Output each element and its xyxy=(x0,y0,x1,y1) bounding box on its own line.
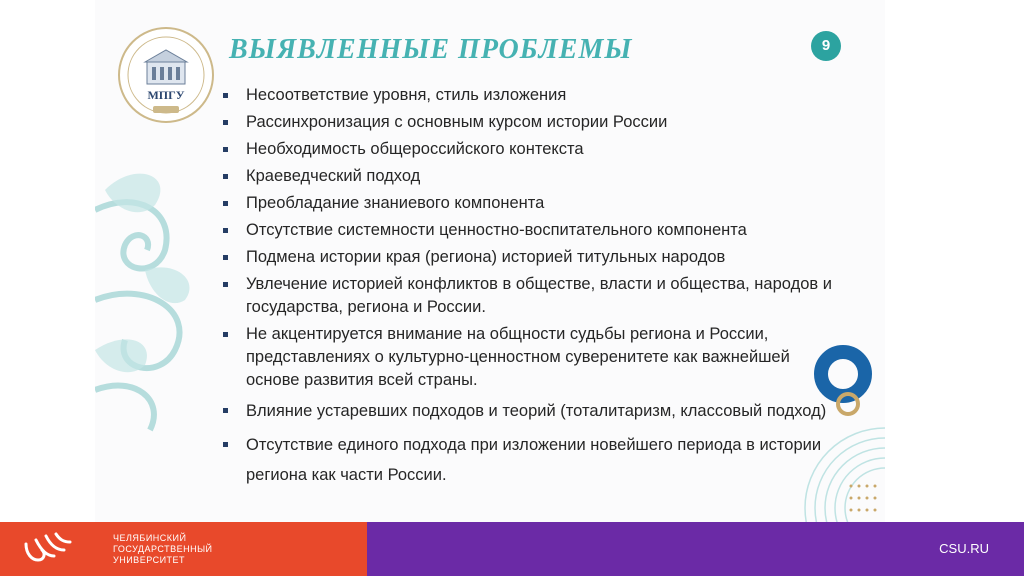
footer-bar xyxy=(0,522,1024,576)
list-item: Отсутствие единого подхода при изложении новейшего периода в истории региона как части России. xyxy=(215,430,835,490)
list-item: Краеведческий подход xyxy=(215,165,835,188)
mpgu-seal-logo xyxy=(117,26,215,124)
footer-site-block xyxy=(367,522,1024,576)
list-item: Не акцентируется внимание на общности судьбы региона и России, представлениях о культурно-ценностном суверенитете как важнейшей основе развития всей страны. xyxy=(215,323,835,392)
csu-logo-icon xyxy=(20,530,72,568)
list-item: Отсутствие системности ценностно-воспитательного компонента xyxy=(215,219,835,242)
slide-title: ВЫЯВЛЕННЫЕ ПРОБЛЕМЫ xyxy=(229,34,633,65)
logo-text: МПГУ xyxy=(147,88,185,102)
problems-list xyxy=(215,84,835,494)
footer-university-block xyxy=(0,522,367,576)
floral-ornament-decoration xyxy=(95,150,215,450)
list-item: Подмена истории края (региона) историей титульных народов xyxy=(215,246,835,269)
list-item: Необходимость общероссийского контекста xyxy=(215,138,835,161)
list-item: Увлечение историей конфликтов в обществе, власти и общества, народов и государства, региона и России. xyxy=(215,273,835,319)
list-item: Несоответствие уровня, стиль изложения xyxy=(215,84,835,107)
slide-number-badge: 9 xyxy=(811,31,841,61)
presentation-slide xyxy=(95,0,885,522)
site-link[interactable]: CSU.RU xyxy=(939,541,989,556)
list-item: Влияние устаревших подходов и теорий (тоталитаризм, классовый подход) xyxy=(215,396,835,426)
university-name: ЧЕЛЯБИНСКИЙ ГОСУДАРСТВЕННЫЙ УНИВЕРСИТЕТ xyxy=(113,533,213,565)
list-item: Рассинхронизация с основным курсом истории России xyxy=(215,111,835,134)
list-item: Преобладание знаниевого компонента xyxy=(215,192,835,215)
